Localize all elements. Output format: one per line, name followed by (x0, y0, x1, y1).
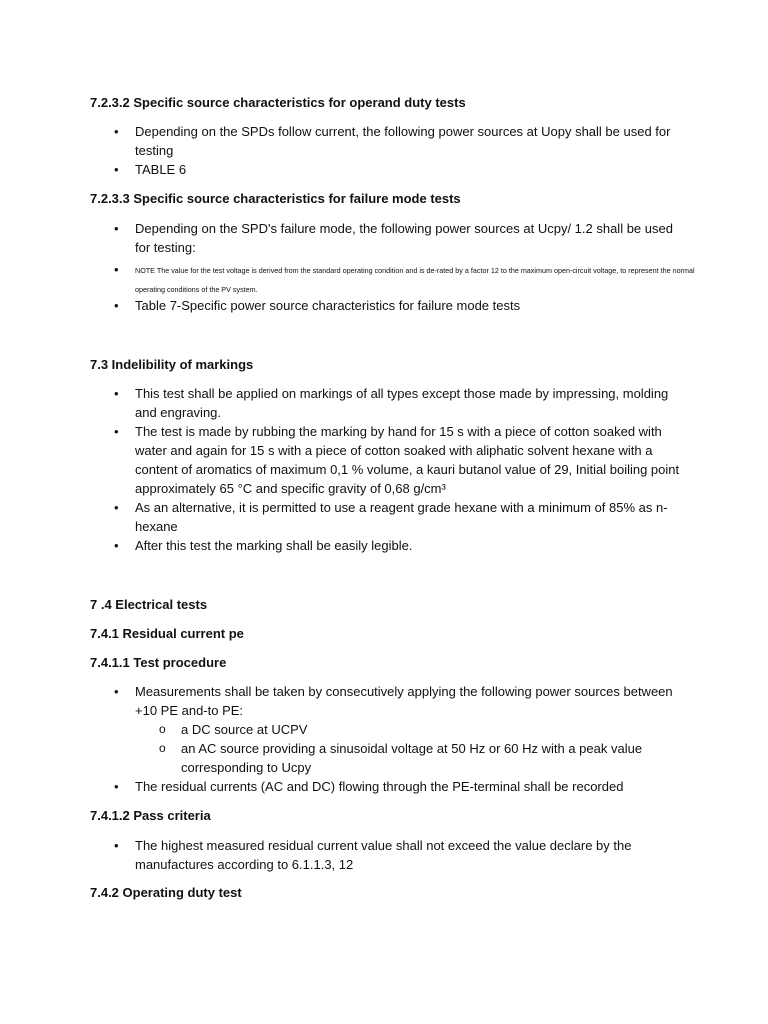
heading-7-2-3-3: 7.2.3.3 Specific source characteristics for failure mode tests (90, 191, 461, 206)
bullet-item: • After this test the marking shall be easily legible. (135, 536, 690, 555)
heading-7-3: 7.3 Indelibility of markings (90, 357, 254, 372)
heading-7-4-1-2: 7.4.1.2 Pass criteria (90, 808, 211, 823)
heading-7-2-3-2: 7.2.3.2 Specific source characteristics for operand duty tests (90, 95, 466, 110)
bullet-item: • Table 7-Specific power source characteristics for failure mode tests (135, 296, 690, 315)
bullet-item: • Depending on the SPDs follow current, the following power sources at Uopy shall be used for testing (135, 122, 690, 160)
note-item: • NOTE The value for the test voltage is derived from the standard operating condition and is de-rated by a factor 12 to the maximum open-circuit voltage, to represent the normal operating conditions of the PV system. (135, 261, 695, 299)
bullet-item: • Depending on the SPD's failure mode, the following power sources at Ucpy/ 1.2 shall be used for testing: (135, 219, 690, 257)
bullet-item: • TABLE 6 (135, 160, 690, 179)
heading-7-4: 7 .4 Electrical tests (90, 597, 208, 612)
sub-bullet-item: o a DC source at UCPV (181, 720, 681, 739)
bullet-item: • The highest measured residual current value shall not exceed the value declare by the manufactures according to 6.1.1.3, 12 (135, 836, 690, 874)
sub-bullet-item: o an AC source providing a sinusoidal voltage at 50 Hz or 60 Hz with a peak value corresponding to Ucpy (181, 739, 681, 777)
bullet-item: • As an alternative, it is permitted to use a reagent grade hexane with a minimum of 85% as n-hexane (135, 498, 690, 536)
heading-7-4-1-1: 7.4.1.1 Test procedure (90, 655, 227, 670)
bullet-item: • Measurements shall be taken by consecutively applying the following power sources between +10 PE and-to PE: (135, 682, 690, 720)
heading-7-4-1: 7.4.1 Residual current pe (90, 626, 244, 641)
bullet-item: • This test shall be applied on markings of all types except those made by impressing, molding and engraving. (135, 384, 690, 422)
bullet-item: • The residual currents (AC and DC) flowing through the PE-terminal shall be recorded (135, 777, 690, 796)
bullet-item: • The test is made by rubbing the marking by hand for 15 s with a piece of cotton soaked with water and again for 15 s with a piece of cotton soaked with aliphatic solvent hexane with a content of aromatics of maximum 0,1 % volume, a kauri butanol value of 29, Initial boiling point approximately 65 °C and specific gravity of 0,68 g/cm³ (135, 422, 690, 498)
heading-7-4-2: 7.4.2 Operating duty test (90, 885, 242, 900)
